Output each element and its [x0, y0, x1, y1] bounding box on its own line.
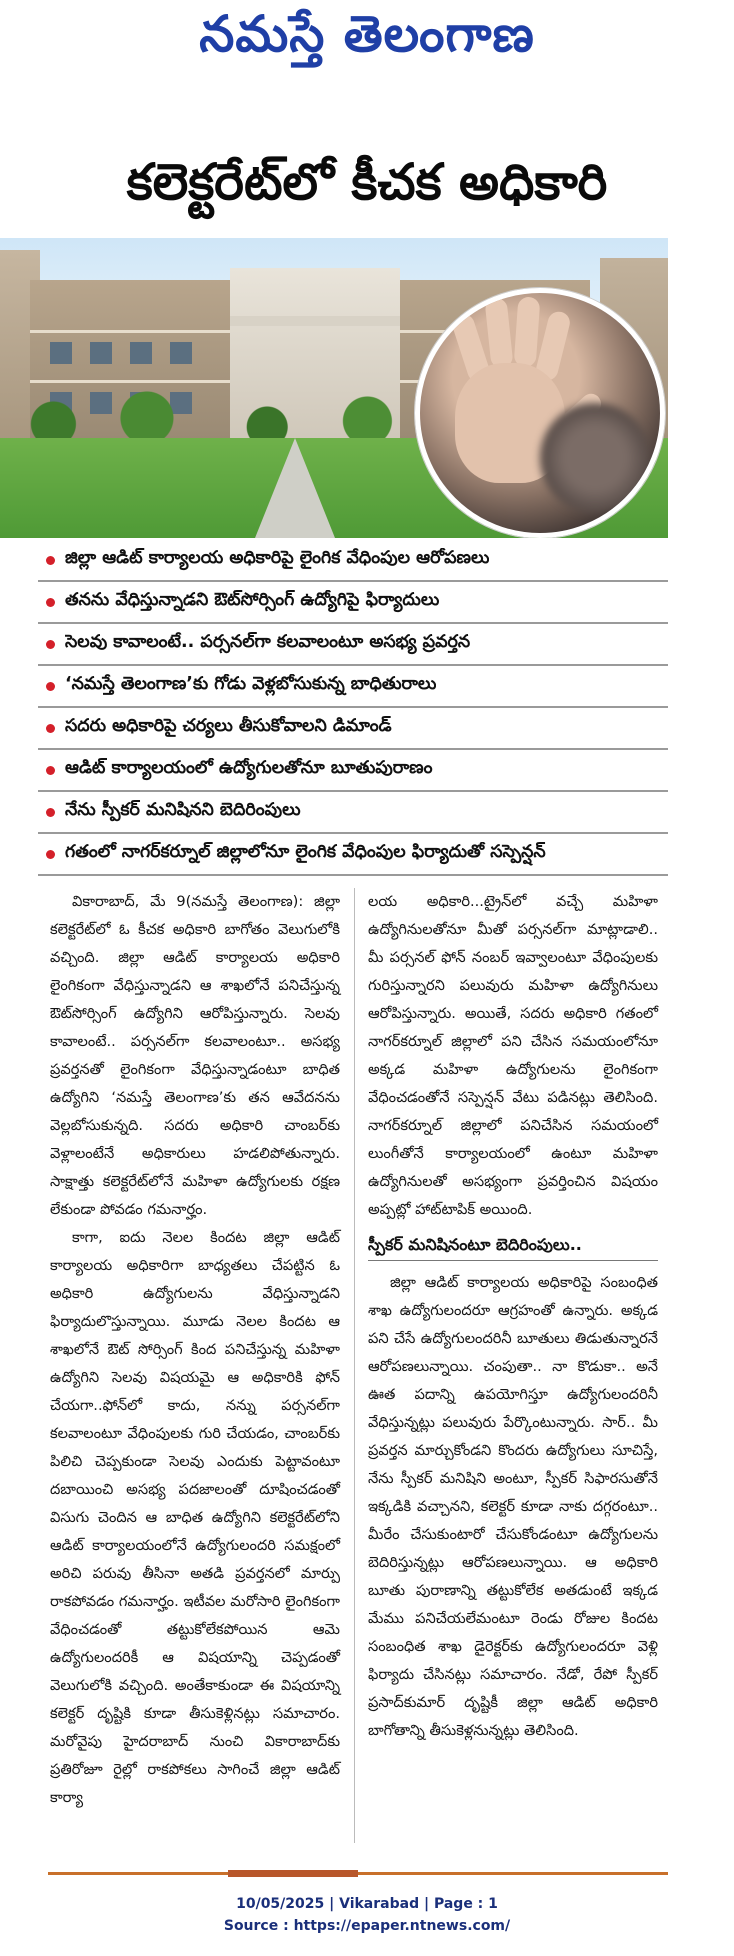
bullet-dot-icon — [46, 766, 55, 775]
source-link[interactable]: Source : https://epaper.ntnews.com/ — [223, 1918, 511, 1934]
bullet-dot-icon — [46, 598, 55, 607]
bullet-dot-icon — [46, 850, 55, 859]
list-item: సెలవు కావాలంటే.. పర్సనల్‌గా కలవాలంటూ అసభ్య ప్రవర్తన — [38, 624, 668, 666]
bullet-dot-icon — [46, 808, 55, 817]
page-footer — [0, 1893, 734, 1937]
list-item: తనను వేధిస్తున్నాడని ఔట్‌సోర్సింగ్ ఉద్యోగిపై ఫిర్యాదులు — [38, 582, 668, 624]
edition-info: 10/05/2025 | Vikarabad | Page : 1 — [236, 1896, 498, 1912]
article-paragraph: జిల్లా ఆడిట్ కార్యాలయ అధికారిపై సంబంధిత శాఖ ఉద్యోగులందరూ ఆగ్రహంతో ఉన్నారు. అక్కడ పని చేసే ఉద్యోగులందరినీ బూతులు తిడుతున్నారనే ఆరోపణలున్నాయి. చంపుతా.. నా కొడుకా.. అనే ఊత పదాన్ని ఉపయోగిస్తూ ఉద్యోగులందరినీ వేధిస్తున్నట్లు పలువురు పేర్కొంటున్నారు. సార్.. మీ ప్రవర్తన మార్చుకోండని కొందరు ఉద్యోగులు సూచిస్తే, నేను స్పీకర్ మనిషిని అంటూ, స్పీకర్ సిఫారసుతోనే ఇక్కడికి వచ్చానని, కలెక్టర్ కూడా నాకు దగ్గరంటూ.. మీరేం చేసుకుంటారో చేసుకోండంటూ ఉద్యోగులను బెదిరిస్తున్నట్లు ఆరోపణలున్నాయి. ఆ అధికారి బూతు పురాణాన్ని తట్టుకోలేక అతడుంటే ఇక్కడ మేము పనిచేయలేమంటూ రెండు రోజుల కిందట సంబంధిత శాఖ డైరెక్టర్‌కు ఉద్యోగులందరూ వెళ్లి ఫిర్యాదు చేసినట్లు సమాచారం. నేడో, రేపో స్పీకర్ ప్రసాద్‌కుమార్ దృష్టికీ జిల్లా ఆడిట్ అధికారి బాగోతాన్ని తీసుకెళ్లనున్నట్లు తెలిసింది. — [368, 1274, 658, 1739]
footer-rule — [48, 1872, 668, 1875]
stop-hand-inset-image — [415, 288, 665, 538]
list-item: ‘నమస్తే తెలంగాణ’కు గోడు వెళ్లబోసుకున్న బాధితురాలు — [38, 666, 668, 708]
list-item: గతంలో నాగర్‌కర్నూల్ జిల్లాలోనూ లైంగిక వేధింపుల ఫిర్యాదుతో సస్పెన్షన్ — [38, 834, 668, 876]
article-subheading: స్పీకర్ మనిషినంటూ బెదిరింపులు.. — [368, 1230, 658, 1261]
list-item: జిల్లా ఆడిట్ కార్యాలయ అధికారిపై లైంగిక వేధింపుల ఆరోపణలు — [38, 540, 668, 582]
headline-text: కలెక్టరేట్‌లో కీచక అధికారి — [126, 152, 608, 211]
article-paragraph: లయ అధికారి...ట్రైన్‌లో వచ్చే మహిళా ఉద్యోగినులతోనూ మీతో పర్సనల్‌గా మాట్లాడాలి.. మీ పర్సనల్ ఫోన్ నంబర్ ఇవ్వాలంటూ వేధింపులకు గురిస్తున్నారని పలువురు మహిళా ఉద్యోగినులు ఆరోపిస్తున్నారు. అయితే, సదరు అధికారి గతంలో నాగర్‌కర్నూల్ జిల్లాలో పని చేసిన సమయంలోనూ అక్కడ మహిళా ఉద్యోగులను లైంగికంగా వేధించడంతోనే సస్పెన్షన్ వేటు పడినట్లు తెలిసింది. నాగర్‌కర్నూల్ జిల్లాలో పనిచేసిన సమయంలో లుంగీతోనే కార్యాలయంలో ఉంటూ మహిళా ఉద్యోగినులతో అసభ్యంగా ప్రవర్తించిన విషయం అప్పట్లో హాట్‌టాపిక్ అయింది. — [368, 893, 658, 1218]
bullet-dot-icon — [46, 724, 55, 733]
building-sign — [230, 316, 400, 326]
column-divider — [354, 888, 355, 1843]
highlights-list — [38, 540, 668, 876]
article-photo — [0, 238, 668, 538]
bullet-dot-icon — [46, 556, 55, 565]
bullet-dot-icon — [46, 682, 55, 691]
article-paragraph: కాగా, ఐదు నెలల కిందట జిల్లా ఆడిట్ కార్యాలయ అధికారిగా బాధ్యతలు చేపట్టిన ఓ అధికారి ఉద్యోగులను వేధిస్తున్నాడని ఫిర్యాదులొస్తున్నాయి. మూడు నెలల కిందట ఆ శాఖలోనే ఔట్ సోర్సింగ్ కింద పనిచేస్తున్న మహిళా ఉద్యోగిని సెలవు విషయమై ఆ అధికారికి ఫోన్ చేయగా..ఫోన్‌లో కాదు, నన్ను పర్సనల్‌గా కలవాలంటూ వేధింపులకు గురి చేయడం, చాంబర్‌కు పిలిచి చెప్పకుండా సెలవు ఎందుకు పెట్టావంటూ దబాయించి అసభ్య పదజాలంతో దూషించడంతో విసుగు చెందిన ఆ బాధిత ఉద్యోగిని కలెక్టరేట్‌లోని ఆడిట్ కార్యాలయంలోనే ఉద్యోగులందరి సమక్షంలో అరిచి పరువు తీసినా అతడి ప్రవర్తనలో మార్పు రాకపోవడం గమనార్హం. ఇటీవల మరోసారి లైంగికంగా వేధించడంతో తట్టుకోలేకపోయిన ఆమె ఉద్యోగులందరికీ ఆ విషయాన్ని చెప్పడంతో వెలుగులోకి వచ్చింది. అంతేకాకుండా ఈ విషయాన్ని కలెక్టర్ దృష్టికి కూడా తీసుకెళ్లినట్లు సమాచారం. మరోవైపు హైదరాబాద్ నుంచి వికారాబాద్‌కు ప్రతిరోజూ రైల్లో రాకపోకలు సాగించే జిల్లా ఆడిట్ కార్యా — [50, 1229, 340, 1806]
article-column-left — [50, 888, 340, 1812]
list-item: సదరు అధికారిపై చర్యలు తీసుకోవాలని డిమాండ్ — [38, 708, 668, 750]
newspaper-masthead — [0, 0, 734, 80]
article-column-right — [368, 888, 658, 1745]
walkway — [255, 438, 335, 538]
article-paragraph: వికారాబాద్, మే 9(నమస్తే తెలంగాణ): జిల్లా కలెక్టరేట్‌లో ఓ కీచక అధికారి బాగోతం వెలుగులోకి వచ్చింది. జిల్లా ఆడిట్ కార్యాలయ అధికారి లైంగికంగా వేధిస్తున్నాడని ఆ శాఖలోనే పనిచేస్తున్న ఔట్‌సోర్సింగ్ ఉద్యోగిని ఆరోపిస్తున్నారు. సెలవు కావాలంటే.. పర్సనల్‌గా కలవాలంటూ.. అసభ్య ప్రవర్తనతో లైంగికంగా వేధిస్తున్నాడంటూ బాధిత ఉద్యోగిని ‘నమస్తే తెలంగాణ’కు తన ఆవేదనను వెల్లబోసుకున్నది. సదరు అధికారి చాంబర్‌కు వెళ్లాలంటేనే అధికారులు హడలిపోతున్నారు. సాక్షాత్తు కలెక్టరేట్‌లోనే మహిళా ఉద్యోగులకు రక్షణ లేకుండా పోవడం గమనార్హం. — [50, 893, 340, 1218]
list-item: ఆడిట్ కార్యాలయంలో ఉద్యోగులతోనూ బూతుపురాణం — [38, 750, 668, 792]
masthead-title: నమస్తే తెలంగాణ — [199, 4, 535, 63]
bullet-dot-icon — [46, 640, 55, 649]
article-headline — [0, 148, 734, 228]
list-item: నేను స్పీకర్ మనిషినని బెదిరింపులు — [38, 792, 668, 834]
